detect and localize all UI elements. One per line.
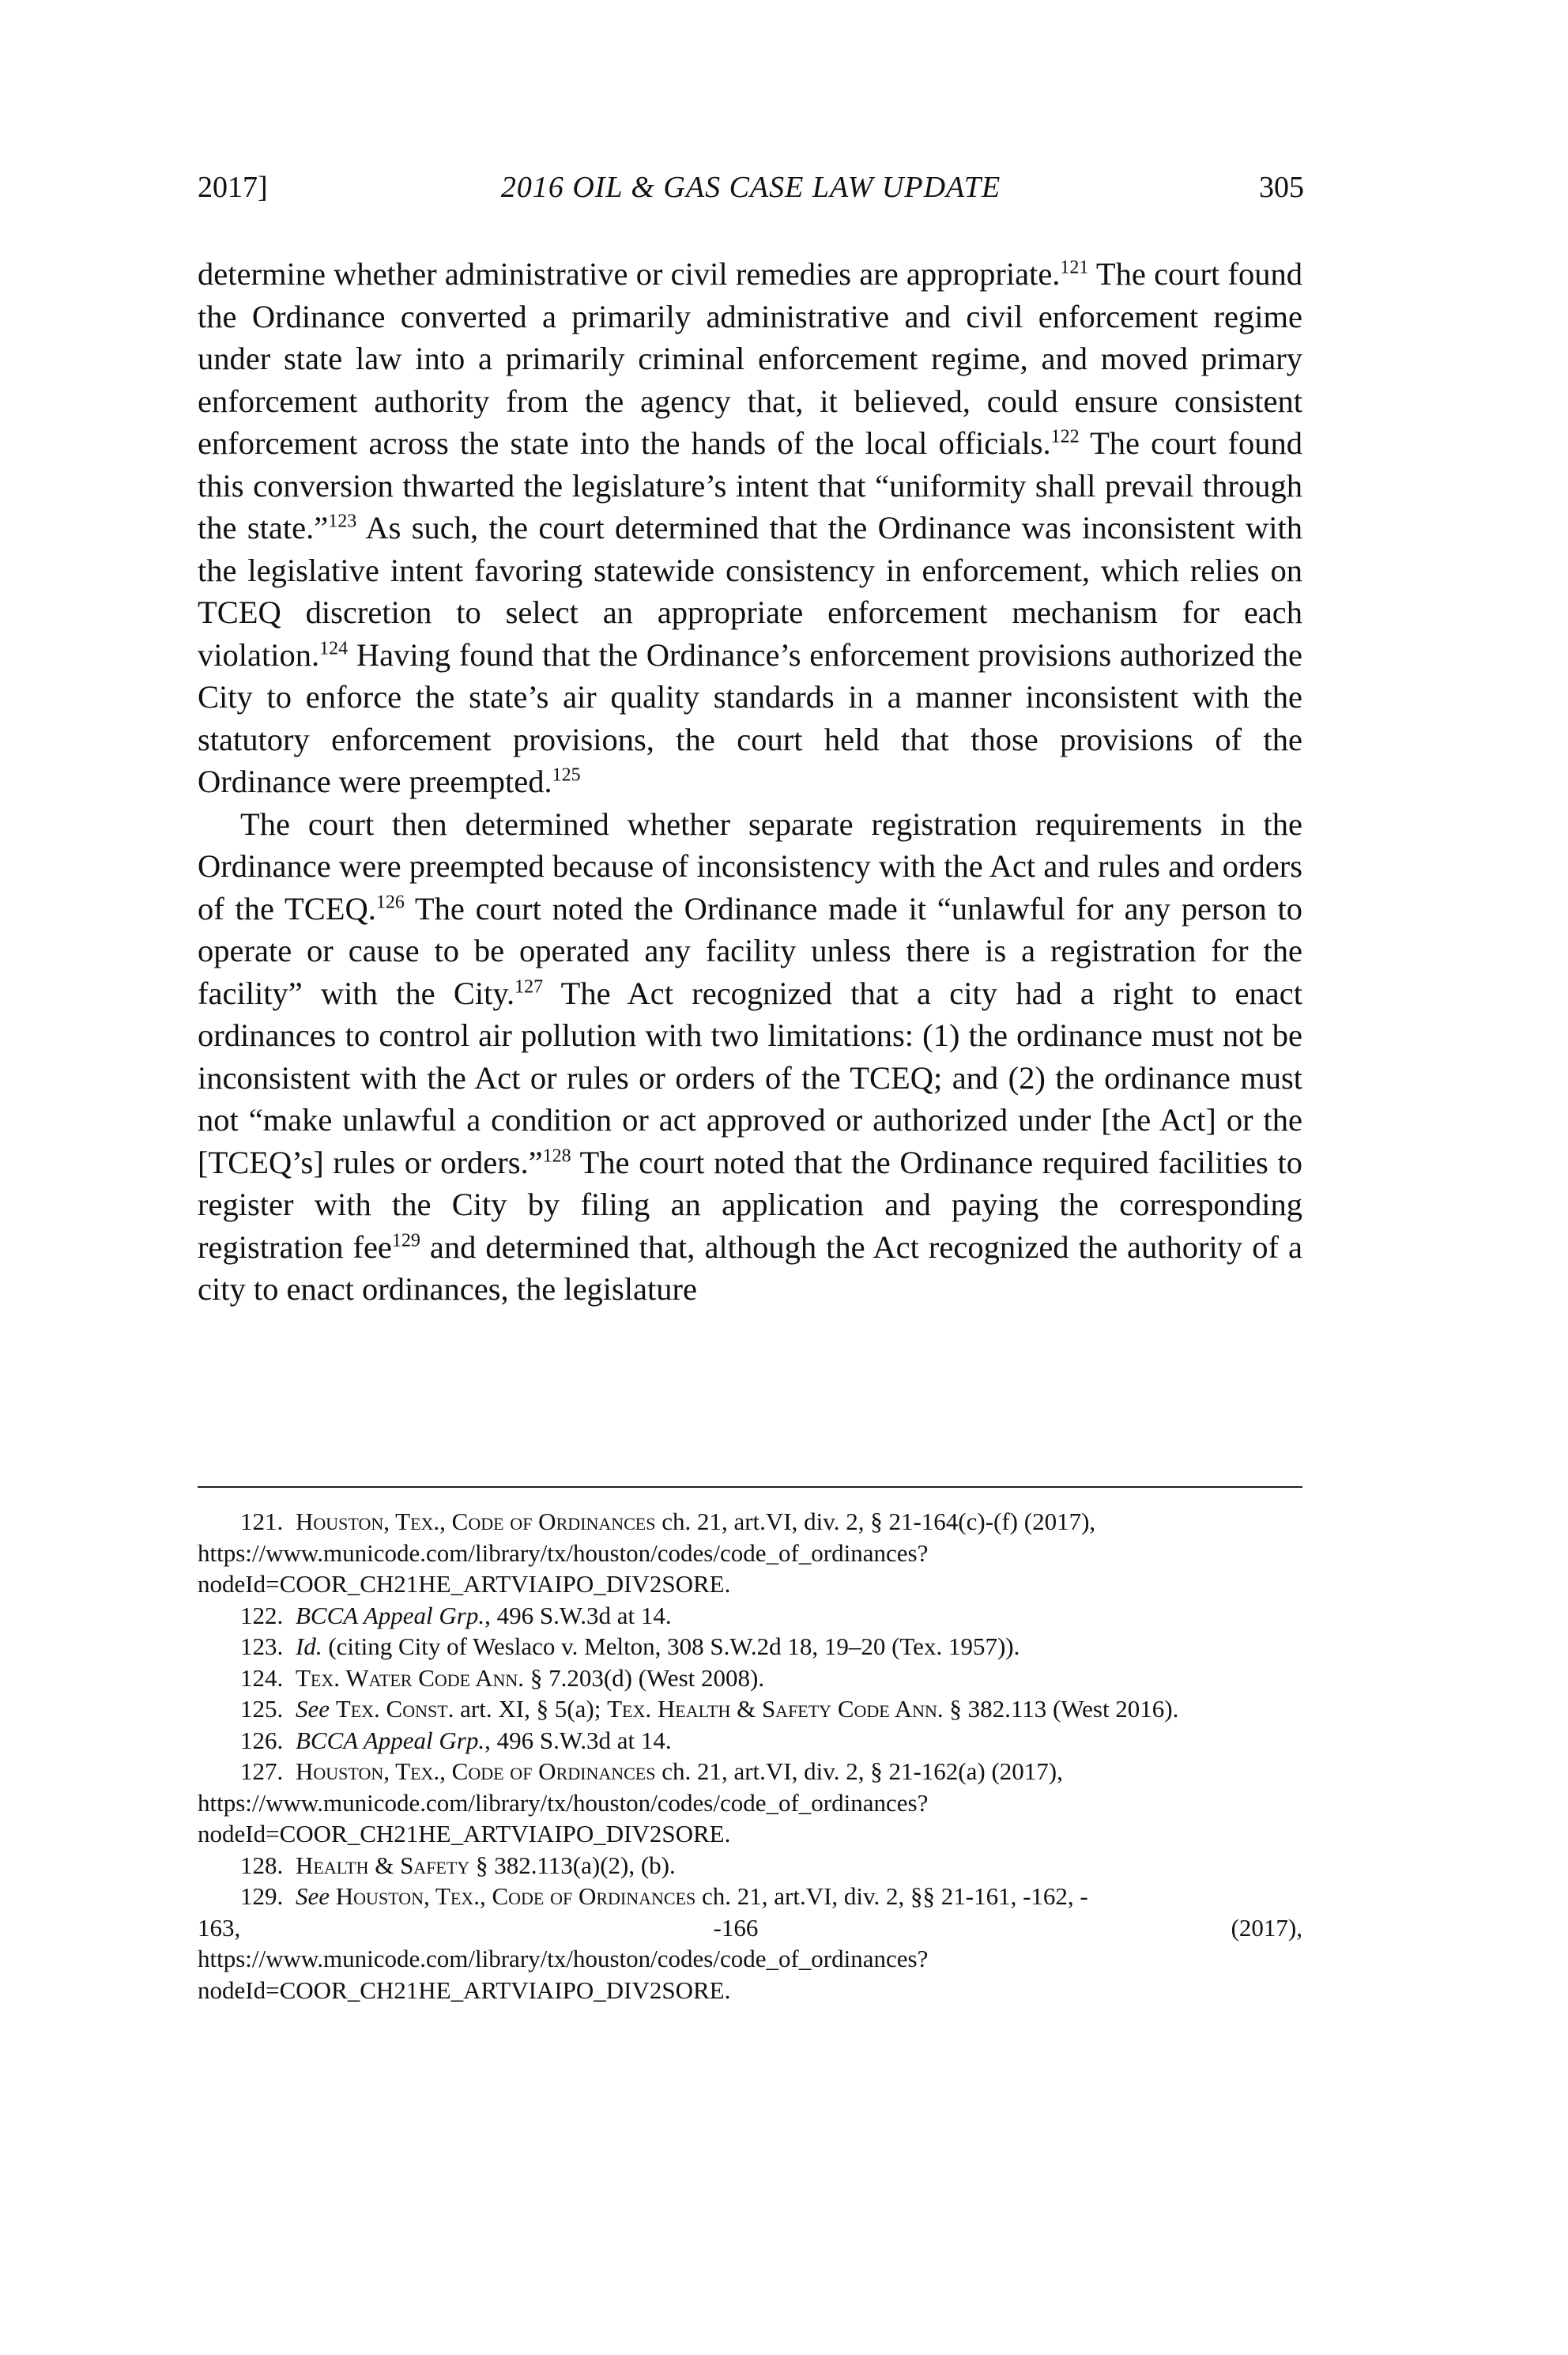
footnote-signal: Id. bbox=[296, 1632, 322, 1660]
footnote-year: (2017), bbox=[1231, 1913, 1303, 1942]
footnote-signal: See bbox=[296, 1695, 330, 1723]
header-title: 2016 OIL & GAS CASE LAW UPDATE bbox=[500, 171, 1001, 204]
footnote-123 bbox=[198, 1631, 1302, 1662]
footnote-ref-129[interactable]: 129 bbox=[391, 1230, 420, 1251]
footnote-text-2: § 382.113 (West 2016). bbox=[943, 1695, 1179, 1723]
footnote-ref-125[interactable]: 125 bbox=[552, 764, 581, 786]
footnote-124 bbox=[198, 1662, 1302, 1694]
footnote-number: 122. bbox=[240, 1601, 284, 1629]
footnote-source: Tex. Const. bbox=[335, 1695, 454, 1723]
footnotes bbox=[198, 1506, 1302, 2006]
page-number: 305 bbox=[1259, 171, 1304, 204]
footnote-129-line-3 bbox=[198, 1943, 1302, 2006]
footnote-129-line-1 bbox=[198, 1881, 1302, 1912]
footnote-number: 129. bbox=[240, 1882, 284, 1910]
footnote-source-2: Tex. Health & Safety Code Ann. bbox=[607, 1695, 944, 1723]
footnote-signal: See bbox=[296, 1882, 330, 1910]
footnote-129-line-2 bbox=[198, 1912, 1302, 1944]
p1-text-3: The court found this conversion thwarted the legislature’s intent that “uniformity shall prevail through the state.” bbox=[198, 425, 1303, 545]
footnote-ref-121[interactable]: 121 bbox=[1060, 257, 1089, 278]
footnote-text: § 7.203(d) (West 2008). bbox=[524, 1663, 765, 1692]
footnote-number: 125. bbox=[240, 1695, 284, 1723]
footnote-122 bbox=[198, 1600, 1302, 1632]
footnote-space bbox=[330, 1882, 336, 1910]
footnote-127 bbox=[198, 1756, 1302, 1850]
footnote-129 bbox=[198, 1881, 1302, 2006]
footnote-text: § 382.113(a)(2), (b). bbox=[469, 1851, 676, 1879]
footnote-ref-128[interactable]: 128 bbox=[542, 1145, 571, 1166]
p2-text-2: The court noted the Ordinance made it “unlawful for any person to operate or cause to be operated any facility unless there is a registration for the facility” with the City. bbox=[198, 890, 1302, 1011]
footnote-number: 128. bbox=[240, 1851, 284, 1879]
footnote-text: ch. 21, art.VI, div. 2, § 21-164(c)-(f) (2017), https://www.municode.com/library/tx/houston/codes/code_of_ordinances?nodeId=COOR_CH21HE_ARTVIAIPO_DIV2SORE. bbox=[198, 1508, 1096, 1598]
footnote-number: 124. bbox=[240, 1663, 284, 1692]
footnote-case-name: BCCA Appeal Grp. bbox=[296, 1601, 485, 1629]
body-text bbox=[198, 253, 1302, 1311]
footnote-source: Houston, Tex., Code of Ordinances bbox=[335, 1882, 696, 1910]
footnote-source: Tex. Water Code Ann. bbox=[296, 1663, 525, 1692]
footnote-128 bbox=[198, 1850, 1302, 1881]
p2-text-1: The court then determined whether separate registration requirements in the Ordinance were preempted because of inconsistency with the Act and rules and orders of the TCEQ. bbox=[198, 806, 1302, 927]
footnote-source: Houston, Tex., Code of Ordinances bbox=[296, 1757, 656, 1785]
footnote-text: , 496 S.W.3d at 14. bbox=[484, 1726, 672, 1754]
footnote-number: 121. bbox=[240, 1508, 284, 1535]
footnote-ref-123[interactable]: 123 bbox=[328, 511, 357, 532]
paragraph-1 bbox=[198, 253, 1302, 803]
footnote-section-166: -166 bbox=[713, 1913, 759, 1942]
p1-text-1: determine whether administrative or civil remedies are appropriate. bbox=[198, 256, 1061, 292]
footnote-ref-127[interactable]: 127 bbox=[514, 976, 544, 997]
p2-text-3: The Act recognized that a city had a right to enact ordinances to control air pollution with two limitations: (1) the ordinance must not be inconsistent with the Act or rules or orders of the TCEQ; and (2) the ordinance must not “make unlawful a condition or act approved or authorized under [the Act] or the [TCEQ’s] rules or orders.” bbox=[198, 975, 1302, 1180]
p2-text-4: The court noted that the Ordinance required facilities to register with the City by filing an application and paying the corresponding registration fee bbox=[198, 1144, 1303, 1265]
footnote-text: ch. 21, art.VI, div. 2, §§ 21-161, -162, - bbox=[695, 1882, 1088, 1910]
footnote-number: 123. bbox=[240, 1632, 284, 1660]
footnote-space bbox=[330, 1695, 336, 1723]
p1-text-5: Having found that the Ordinance’s enforcement provisions authorized the City to enforce the state’s air quality standards in a manner inconsistent with the statutory enforcement provisions, the court held that those provisions of the Ordinance were preempted. bbox=[198, 636, 1302, 799]
footnote-source: Houston, Tex., Code of Ordinances bbox=[296, 1508, 656, 1535]
footnote-126 bbox=[198, 1725, 1302, 1757]
running-header bbox=[198, 170, 1304, 217]
footnote-number: 127. bbox=[240, 1757, 284, 1785]
footnote-text: , 496 S.W.3d at 14. bbox=[484, 1601, 672, 1629]
footnote-source: Health & Safety bbox=[296, 1851, 470, 1879]
footnote-text: art. XI, § 5(a); bbox=[454, 1695, 608, 1723]
footnote-121 bbox=[198, 1506, 1302, 1600]
footnote-ref-126[interactable]: 126 bbox=[375, 892, 405, 912]
footnote-case-name: BCCA Appeal Grp. bbox=[296, 1726, 485, 1754]
footnote-number: 126. bbox=[240, 1726, 284, 1754]
footnote-section-163: 163, bbox=[198, 1913, 241, 1942]
p2-text-5: and determined that, although the Act recognized the authority of a city to enact ordinances, the legislature bbox=[198, 1228, 1302, 1307]
footnote-ref-122[interactable]: 122 bbox=[1050, 426, 1080, 447]
footnote-divider bbox=[198, 1486, 1302, 1488]
p1-text-2: The court found the Ordinance converted a primarily administrative and civil enforcement regime under state law into a primarily criminal enforcement regime, and moved primary enforcement authority from the agency that, it believed, could ensure consistent enforcement across the state into the hands of the local officials. bbox=[198, 256, 1302, 461]
p1-text-4: As such, the court determined that the Ordinance was inconsistent with the legislative intent favoring statewide consistency in enforcement, which relies on TCEQ discretion to select an appropriate enforcement mechanism for each violation. bbox=[198, 510, 1302, 673]
paragraph-2 bbox=[198, 803, 1302, 1311]
footnote-text: ch. 21, art.VI, div. 2, § 21-162(a) (2017), https://www.municode.com/library/tx/houston/codes/code_of_ordinances?nodeId=COOR_CH21HE_ARTVIAIPO_DIV2SORE. bbox=[198, 1757, 1063, 1847]
footnote-url[interactable]: https://www.municode.com/library/tx/houston/codes/code_of_ordinances?nodeId=COOR_CH21HE_ARTVIAIPO_DIV2SORE. bbox=[198, 1945, 929, 2004]
footnote-text: (citing City of Weslaco v. Melton, 308 S.W.2d 18, 19–20 (Tex. 1957)). bbox=[322, 1632, 1020, 1660]
header-year: 2017] bbox=[198, 171, 268, 204]
footnote-ref-124[interactable]: 124 bbox=[319, 638, 349, 659]
footnote-125 bbox=[198, 1693, 1302, 1725]
